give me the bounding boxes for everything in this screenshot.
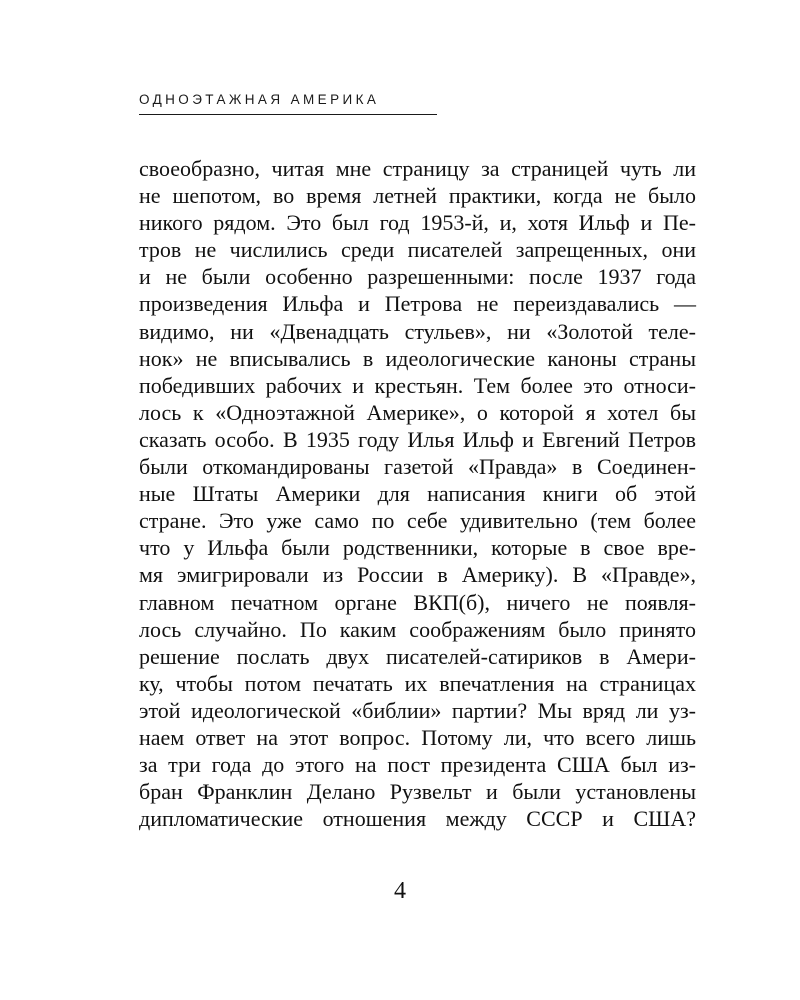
text-line: не шепотом, во время летней практики, когда не было (139, 183, 696, 209)
text-line: решение послать двух писателей-сатириков в Амери- (139, 643, 696, 669)
text-line: лось к «Одноэтажной Америке», о которой я хотел бы (139, 399, 696, 425)
text-line: ные Штаты Америки для написания книги об этой (139, 481, 696, 507)
text-line: бран Франклин Делано Рузвельт и были установлены (139, 779, 696, 805)
text-line: главном печатном органе ВКП(б), ничего не появля- (139, 589, 696, 615)
text-line: что у Ильфа были родственники, которые в свое вре- (139, 535, 696, 561)
text-line: нок» не вписывались в идеологические каноны страны (139, 345, 696, 371)
text-line: мя эмигрировали из России в Америку). В «Правде», (139, 562, 696, 588)
text-line: стране. Это уже само по себе удивительно (тем более (139, 508, 696, 534)
text-line: этой идеологической «библии» партии? Мы вряд ли уз- (139, 697, 696, 723)
text-line: видимо, ни «Двенадцать стульев», ни «Золотой теле- (139, 318, 696, 344)
text-line: были откомандированы газетой «Правда» в Соединен- (139, 454, 696, 480)
text-line: ку, чтобы потом печатать их впечатления на страницах (139, 670, 696, 696)
text-line: сказать особо. В 1935 году Илья Ильф и Евгений Петров (139, 426, 696, 452)
page-number: 4 (394, 878, 406, 904)
text-line: наем ответ на этот вопрос. Потому ли, что всего лишь (139, 724, 696, 750)
text-line: лось случайно. По каким соображениям было принято (139, 616, 696, 642)
text-line: никого рядом. Это был год 1953-й, и, хотя Ильф и Пе- (139, 210, 696, 236)
header-rule (139, 114, 437, 115)
text-line: победивших рабочих и крестьян. Тем более это относи- (139, 372, 696, 398)
body-text (139, 155, 696, 832)
text-line: своеобразно, читая мне страницу за страницей чуть ли (139, 156, 696, 181)
text-line: тров не числились среди писателей запрещенных, они (139, 237, 696, 263)
text-line: дипломатические отношения между СССР и США? (139, 806, 696, 832)
running-header: ОДНОЭТАЖНАЯ АМЕРИКА (139, 92, 380, 107)
text-line: и не были особенно разрешенными: после 1937 года (139, 264, 696, 290)
text-line: за три года до этого на пост президента США был из- (139, 752, 696, 778)
text-line: произведения Ильфа и Петрова не переиздавались — (139, 291, 696, 317)
